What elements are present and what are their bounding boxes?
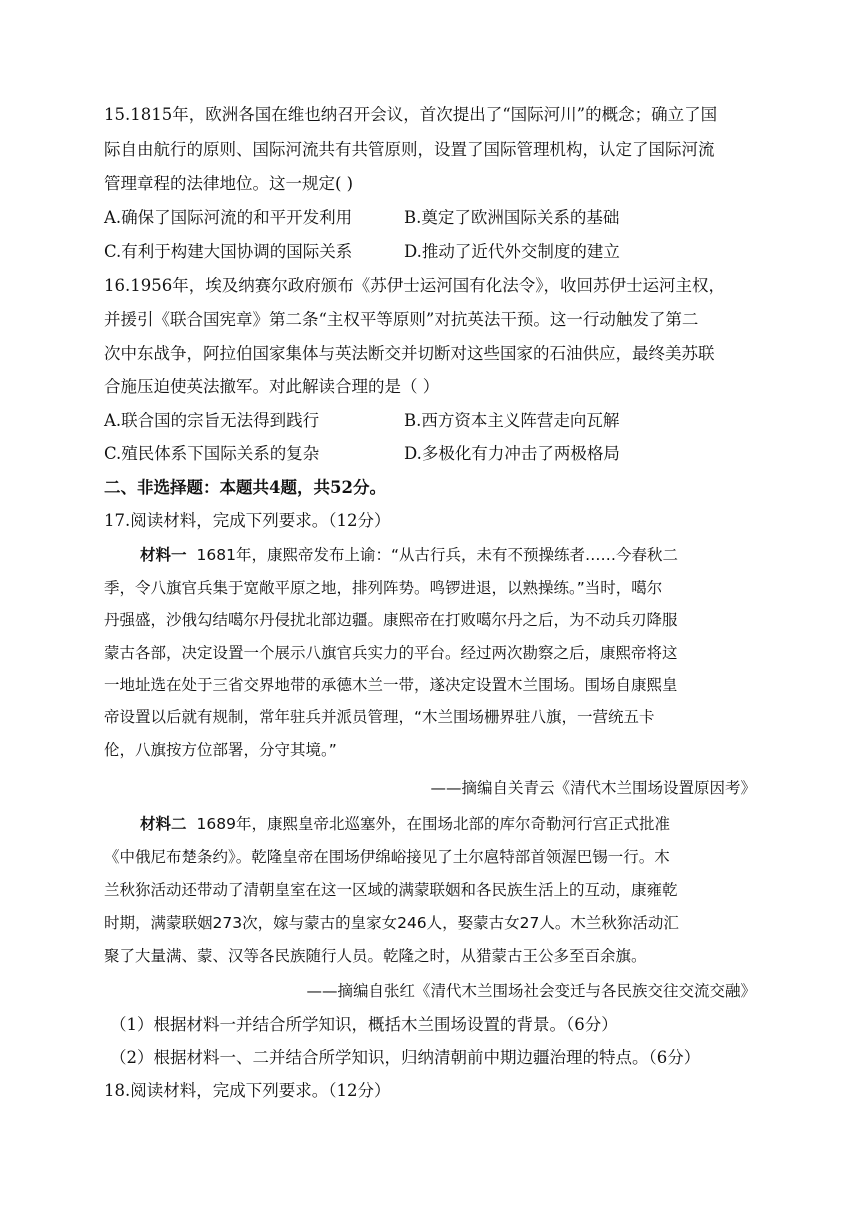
q15-option-b: B.奠定了欧洲国际关系的基础 [404, 208, 620, 227]
q16-option-d: D.多极化有力冲击了两极格局 [404, 444, 620, 463]
q17-material-1-line-6: 帝设置以后就有规制，常年驻兵并派员管理，“木兰围场栅界驻八旗，一营统五卡 [104, 708, 655, 726]
q17-intro: 17.阅读材料，完成下列要求。（12分） [104, 511, 391, 530]
q17-ask-1: （1）根据材料一并结合所学知识，概括木兰围场设置的背景。（6分） [110, 1015, 618, 1034]
q15-option-d: D.推动了近代外交制度的建立 [404, 242, 620, 261]
material-1-text: 1681年，康熙帝发布上谕：“从古行兵，未有不预操练者……今春秋二 [196, 546, 678, 564]
q17-material-1-source: ——摘编自关青云《清代木兰围场设置原因考》 [430, 779, 756, 797]
q16-option-c: C.殖民体系下国际关系的复杂 [104, 444, 320, 463]
q16-stem-line-2: 并援引《联合国宪章》第二条“主权平等原则”对抗英法干预。这一行动触发了第二 [104, 310, 699, 329]
q16-options-row-2 [104, 443, 756, 465]
q17-material-2-source: ——摘编自张红《清代木兰围场社会变迁与各民族交往交流交融》 [306, 982, 756, 1000]
q15-option-a: A.确保了国际河流的和平开发利用 [104, 208, 353, 227]
q15-stem-line-2: 际自由航行的原则、国际河流共有共管原则，设置了国际管理机构，认定了国际河流 [104, 140, 715, 159]
q17-material-2-line-1 [140, 813, 792, 835]
q17-material-2-line-3: 兰秋狝活动还带动了清朝皇室在这一区域的满蒙联姻和各民族生活上的互动，康雍乾 [104, 881, 678, 899]
q17-material-2-line-4: 时期，满蒙联姻273次，嫁与蒙古的皇家女246人，娶蒙古女27人。木兰秋狝活动汇 [104, 914, 679, 932]
q17-material-1-line-5: 一地址选在处于三省交界地带的承德木兰一带，遂决定设置木兰围场。围场自康熙皇 [104, 676, 678, 694]
q15-stem-line-3: 管理章程的法律地位。这一规定( ) [104, 174, 354, 193]
material-1-label: 材料一 [140, 546, 187, 564]
material-2-label: 材料二 [140, 815, 187, 833]
q15-option-c: C.有利于构建大国协调的国际关系 [104, 242, 353, 261]
q18-intro: 18.阅读材料，完成下列要求。（12分） [104, 1081, 391, 1100]
q15-stem-line-1: 15.1815年，欧洲各国在维也纳召开会议，首次提出了“国际河川”的概念；确立了国 [104, 105, 718, 124]
q17-material-1-line-7: 伦，八旗按方位部署，分守其境。” [104, 741, 337, 759]
q16-stem-line-4: 合施压迫使英法撤军。对此解读合理的是（ ） [104, 377, 440, 396]
material-2-text: 1689年，康熙皇帝北巡塞外，在围场北部的库尔奇勒河行宫正式批准 [196, 815, 670, 833]
q17-material-1-line-3: 丹强盛，沙俄勾结噶尔丹侵扰北部边疆。康熙帝在打败噶尔丹之后，为不动兵刃降服 [104, 611, 678, 629]
q16-options-row-1 [104, 410, 756, 432]
q16-option-b: B.西方资本主义阵营走向瓦解 [404, 411, 620, 430]
q16-option-a: A.联合国的宗旨无法得到践行 [104, 411, 320, 430]
q15-options-row-1 [104, 207, 756, 229]
q15-options-row-2 [104, 241, 756, 263]
q17-material-1-line-2: 季，令八旗官兵集于宽敞平原之地，排列阵势。鸣锣进退，以熟操练。”当时，噶尔 [104, 579, 663, 597]
q17-material-2-line-5: 聚了大量满、蒙、汉等各民族随行人员。乾隆之时，从猎蒙古王公多至百余旗。 [104, 947, 647, 965]
q17-material-1-line-4: 蒙古各部，决定设置一个展示八旗官兵实力的平台。经过两次勘察之后，康熙帝将这 [104, 644, 678, 662]
section-heading: 二、非选择题：本题共4题，共52分。 [104, 478, 386, 497]
q16-stem-line-1: 16.1956年，埃及纳赛尔政府颁布《苏伊士运河国有化法令》，收回苏伊士运河主权， [104, 276, 725, 295]
q17-material-2-line-2: 《中俄尼布楚条约》。乾隆皇帝在围场伊绵峪接见了土尔扈特部首领渥巴锡一行。木 [104, 848, 670, 866]
q17-material-1-line-1 [140, 544, 792, 566]
q16-stem-line-3: 次中东战争，阿拉伯国家集体与英法断交并切断对这些国家的石油供应，最终美苏联 [104, 344, 715, 363]
q17-ask-2: （2）根据材料一、二并结合所学知识，归纳清朝前中期边疆治理的特点。（6分） [110, 1048, 701, 1067]
